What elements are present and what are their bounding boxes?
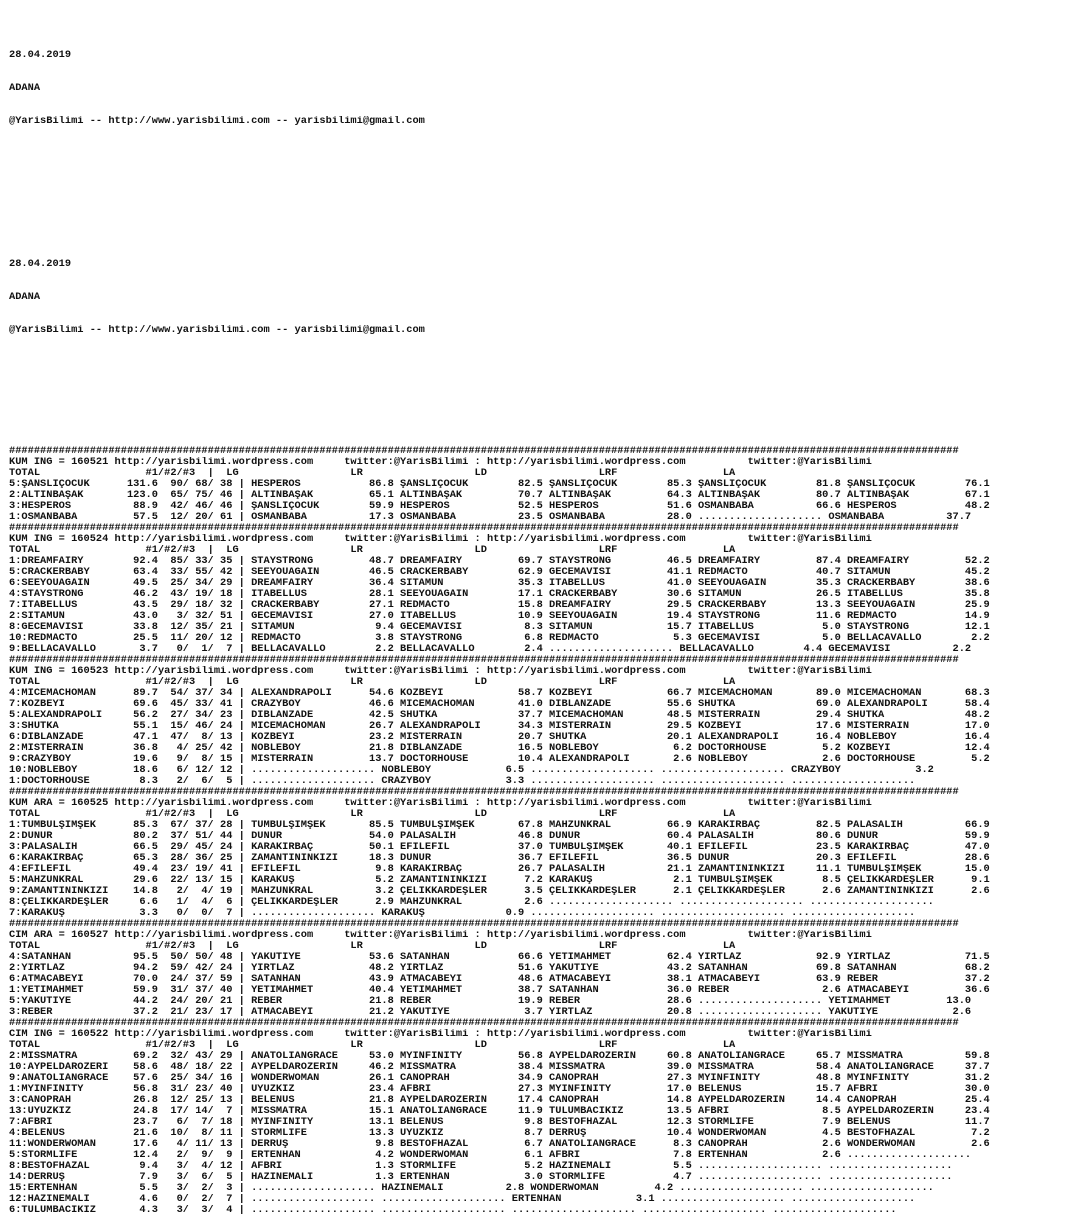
header-city: ADANA bbox=[9, 292, 41, 303]
report-document bbox=[9, 6, 1071, 1227]
table-row: 2:SITAMUN 43.0 3/ 32/ 51 | GECEMAVİSİ 27.0 ITABELLUS 10.9 SEEYOUAGAIN 19.4 STAYSTRONG 11.6 REDMACTO 14.9 bbox=[9, 611, 990, 622]
race-title: KUM ING = 160521 http://yarisbilimi.wordpress.com twitter:@YarisBilimi : http://yarisbilimi.wordpress.com twitter:@YarisBilimi bbox=[9, 457, 872, 468]
race-title: KUM ING = 160523 http://yarisbilimi.wordpress.com twitter:@YarisBilimi : http://yarisbilimi.wordpress.com twitter:@YarisBilimi bbox=[9, 666, 872, 677]
table-row: 4:EFİLEFİL 49.4 23/ 19/ 41 | EFİLEFİL 9.8 KARAKIRBAÇ 26.7 PALASALİH 21.1 ZAMANTININKIZI 11.1 TUMBULŞİMŞEK 15.0 bbox=[9, 864, 990, 875]
race-block bbox=[9, 919, 1071, 1018]
table-row: 6:DIBLANZADE 47.1 47/ 8/ 13 | KOZBEYİ 23.2 MISTERRAIN 20.7 SHUTKA 20.1 ALEXANDRAPOLI 16.4 NOBLEBOY 16.4 bbox=[9, 732, 990, 743]
table-row: 5:CRACKERBABY 63.4 33/ 55/ 42 | SEEYOUAGAIN 46.5 CRACKERBABY 62.9 GECEMAVİSİ 41.1 REDMACTO 40.7 SITAMUN 45.2 bbox=[9, 567, 990, 578]
header-block-1 bbox=[9, 28, 1071, 149]
table-row: 1:DOCTORHOUSE 8.3 2/ 6/ 5 | .................... CRAZYBOY 3.3 .................... .................... .................... bbox=[9, 776, 916, 787]
table-row: 7:KOZBEYİ 69.6 45/ 33/ 41 | CRAZYBOY 46.6 MICEMACHOMAN 41.0 DIBLANZADE 55.6 SHUTKA 69.0 ALEXANDRAPOLI 58.4 bbox=[9, 699, 990, 710]
header-city: ADANA bbox=[9, 83, 41, 94]
table-row: 9:BELLACAVALLO 3.7 0/ 1/ 7 | BELLACAVALLO 2.2 BELLACAVALLO 2.4 .................... BELLACAVALLO 4.4 GECEMAVİSİ 2.2 bbox=[9, 644, 972, 655]
table-row: 5:YAKUTİYE 44.2 24/ 20/ 21 | REBER 21.8 REBER 19.9 REBER 28.6 .................... YETİMAHMET 13.0 bbox=[9, 996, 972, 1007]
separator-line: ######################################################################################################################################################### bbox=[9, 919, 959, 930]
column-header: TOTAL #1/#2/#3 | LG LR LD LRF LA bbox=[9, 809, 736, 820]
table-row: 6:TULUMBACIKIZ 4.3 3/ 3/ 4 | .................... .................... .................... .................... .................... bbox=[9, 1205, 897, 1216]
table-row: 10:NOBLEBOY 18.6 6/ 12/ 12 | .................... NOBLEBOY 6.5 .................... .................... CRAZYBOY 3.2 bbox=[9, 765, 934, 776]
table-row: 12:HAZINEMALI 4.6 0/ 2/ 7 | .................... .................... ERTENHAN 3.1 .................... .................... bbox=[9, 1194, 916, 1205]
table-row: 8:GECEMAVİSİ 33.8 12/ 35/ 21 | SITAMUN 9.4 GECEMAVİSİ 8.3 SITAMUN 15.7 ITABELLUS 5.0 STAYSTRONG 12.1 bbox=[9, 622, 990, 633]
table-row: 14:DERRUŞ 7.9 3/ 6/ 5 | HAZINEMALI 1.3 ERTENHAN 3.0 STORMLIFE 4.7 .................... .................... bbox=[9, 1172, 953, 1183]
spacer bbox=[9, 380, 1071, 391]
table-row: 3:CANOPRAH 26.8 12/ 25/ 13 | BELENUS 21.8 AYPELDAROZERIN 17.4 CANOPRAH 14.8 AYPELDAROZERIN 14.4 CANOPRAH 25.4 bbox=[9, 1095, 990, 1106]
race-title: CIM ING = 160522 http://yarisbilimi.wordpress.com twitter:@YarisBilimi : http://yarisbilimi.wordpress.com twitter:@YarisBilimi bbox=[9, 1029, 872, 1040]
table-row: 8:ÇELİKKARDEŞLER 6.6 1/ 4/ 6 | ÇELİKKARDEŞLER 2.9 MAHZUNKRAL 2.6 .................... .................... .................... bbox=[9, 897, 934, 908]
table-row: 9:CRAZYBOY 19.6 9/ 8/ 15 | MISTERRAIN 13.7 DOCTORHOUSE 10.4 ALEXANDRAPOLI 2.6 NOBLEBOY 2.6 DOCTORHOUSE 5.2 bbox=[9, 754, 990, 765]
table-row: 7:AFBRİ 23.7 6/ 7/ 18 | MYINFINITY 13.1 BELENUS 9.8 BESTOFHAZAL 12.3 STORMLIFE 7.9 BELENUS 11.7 bbox=[9, 1117, 990, 1128]
race-title: KUM ARA = 160525 http://yarisbilimi.wordpress.com twitter:@YarisBilimi : http://yarisbilimi.wordpress.com twitter:@YarisBilimi bbox=[9, 798, 872, 809]
table-row: 4:SATANHAN 95.5 50/ 50/ 48 | YAKUTİYE 53.6 SATANHAN 66.6 YETİMAHMET 62.4 YIRTLAZ 92.9 YIRTLAZ 71.5 bbox=[9, 952, 990, 963]
table-row: 9:ANATOLIANGRACE 57.6 25/ 34/ 16 | WONDERWOMAN 26.1 CANOPRAH 34.9 CANOPRAH 27.3 MYINFINITY 48.8 MYINFINITY 31.2 bbox=[9, 1073, 990, 1084]
table-row: 3:HESPEROS 88.9 42/ 46/ 46 | ŞANSLIÇOCUK 59.9 HESPEROS 52.5 HESPEROS 51.6 OSMANBABA 66.6 HESPEROS 48.2 bbox=[9, 501, 990, 512]
race-tables bbox=[9, 446, 1071, 1216]
race-block bbox=[9, 787, 1071, 919]
header-contact: @YarisBilimi -- http://www.yarisbilimi.com -- yarisbilimi@gmail.com bbox=[9, 116, 425, 127]
table-row: 4:MICEMACHOMAN 89.7 54/ 37/ 34 | ALEXANDRAPOLI 54.6 KOZBEYİ 58.7 KOZBEYİ 66.7 MICEMACHOMAN 89.0 MICEMACHOMAN 68.3 bbox=[9, 688, 990, 699]
table-row: 9:ZAMANTININKIZI 14.8 2/ 4/ 19 | MAHZUNKRAL 3.2 ÇELİKKARDEŞLER 3.5 ÇELİKKARDEŞLER 2.1 ÇELİKKARDEŞLER 2.6 ZAMANTININKIZI 2.6 bbox=[9, 886, 990, 897]
table-row: 5:MAHZUNKRAL 29.6 22/ 13/ 15 | KARAKUŞ 5.2 ZAMANTININKIZI 7.2 KARAKUŞ 2.1 TUMBULŞİMŞEK 8.5 ÇELİKKARDEŞLER 9.1 bbox=[9, 875, 990, 886]
table-row: 5:STORMLIFE 12.4 2/ 9/ 9 | ERTENHAN 4.2 WONDERWOMAN 6.1 AFBRİ 7.8 ERTENHAN 2.6 .................... bbox=[9, 1150, 972, 1161]
column-header: TOTAL #1/#2/#3 | LG LR LD LRF LA bbox=[9, 1040, 736, 1051]
table-row: 1:DREAMFAIRY 92.4 85/ 33/ 35 | STAYSTRONG 48.7 DREAMFAIRY 69.7 STAYSTRONG 46.5 DREAMFAIRY 87.4 DREAMFAIRY 52.2 bbox=[9, 556, 990, 567]
spacer bbox=[9, 413, 1071, 424]
separator-line: ######################################################################################################################################################### bbox=[9, 655, 959, 666]
race-title: KUM ING = 160524 http://yarisbilimi.wordpress.com twitter:@YarisBilimi : http://yarisbilimi.wordpress.com twitter:@YarisBilimi bbox=[9, 534, 872, 545]
column-header: TOTAL #1/#2/#3 | LG LR LD LRF LA bbox=[9, 941, 736, 952]
header-contact: @YarisBilimi -- http://www.yarisbilimi.com -- yarisbilimi@gmail.com bbox=[9, 325, 425, 336]
table-row: 10:REDMACTO 25.5 11/ 20/ 12 | REDMACTO 3.8 STAYSTRONG 6.8 REDMACTO 5.3 GECEMAVİSİ 5.0 BELLACAVALLO 2.2 bbox=[9, 633, 990, 644]
header-date: 28.04.2019 bbox=[9, 259, 72, 270]
table-row: 1:YETİMAHMET 59.9 31/ 37/ 40 | YETİMAHMET 40.4 YETİMAHMET 38.7 SATANHAN 36.0 REBER 2.6 ATMACABEYİ 36.6 bbox=[9, 985, 990, 996]
table-row: 2:YIRTLAZ 94.2 59/ 42/ 24 | YIRTLAZ 48.2 YIRTLAZ 51.6 YAKUTİYE 43.2 SATANHAN 69.8 SATANHAN 68.2 bbox=[9, 963, 990, 974]
table-row: 6:ATMACABEYİ 70.0 24/ 37/ 59 | SATANHAN 43.9 ATMACABEYİ 48.6 ATMACABEYİ 38.1 ATMACABEYİ 63.9 REBER 37.2 bbox=[9, 974, 990, 985]
race-title: CIM ARA = 160527 http://yarisbilimi.wordpress.com twitter:@YarisBilimi : http://yarisbilimi.wordpress.com twitter:@YarisBilimi bbox=[9, 930, 872, 941]
header-date: 28.04.2019 bbox=[9, 50, 72, 61]
table-row: 4:BELENUS 21.6 10/ 8/ 11 | STORMLIFE 13.3 UYUZKIZ 8.7 DERRUŞ 10.4 WONDERWOMAN 4.5 BESTOFHAZAL 7.2 bbox=[9, 1128, 990, 1139]
table-row: 3:REBER 37.2 21/ 23/ 17 | ATMACABEYİ 21.2 YAKUTİYE 3.7 YIRTLAZ 20.8 .................... YAKUTİYE 2.6 bbox=[9, 1007, 972, 1018]
table-row: 4:STAYSTRONG 46.2 43/ 19/ 18 | ITABELLUS 28.1 SEEYOUAGAIN 17.1 CRACKERBABY 30.6 SITAMUN 26.5 ITABELLUS 35.8 bbox=[9, 589, 990, 600]
race-block bbox=[9, 655, 1071, 787]
table-row: 13:UYUZKIZ 24.8 17/ 14/ 7 | MISSMATRA 15.1 ANATOLIANGRACE 11.9 TULUMBACIKIZ 13.5 AFBRİ 8.5 AYPELDAROZERIN 23.4 bbox=[9, 1106, 990, 1117]
column-header: TOTAL #1/#2/#3 | LG LR LD LRF LA bbox=[9, 677, 736, 688]
spacer bbox=[9, 204, 1071, 215]
table-row: 2:MISSMATRA 69.2 32/ 43/ 29 | ANATOLIANGRACE 53.0 MYINFINITY 56.8 AYPELDAROZERIN 60.8 ANATOLIANGRACE 65.7 MISSMATRA 59.8 bbox=[9, 1051, 990, 1062]
table-row: 3:PALASALİH 66.5 29/ 45/ 24 | KARAKIRBAÇ 50.1 EFİLEFİL 37.0 TUMBULŞİMŞEK 40.1 EFİLEFİL 23.5 KARAKIRBAÇ 47.0 bbox=[9, 842, 990, 853]
column-header: TOTAL #1/#2/#3 | LG LR LD LRF LA bbox=[9, 468, 736, 479]
table-row: 2:ALTINBAŞAK 123.0 65/ 75/ 46 | ALTINBAŞAK 65.1 ALTINBAŞAK 70.7 ALTINBAŞAK 64.3 ALTINBAŞAK 80.7 ALTINBAŞAK 67.1 bbox=[9, 490, 990, 501]
table-row: 10:AYPELDAROZERI 58.6 48/ 18/ 22 | AYPELDAROZERIN 46.2 MISSMATRA 38.4 MISSMATRA 39.0 MISSMATRA 58.4 ANATOLIANGRACE 37.7 bbox=[9, 1062, 990, 1073]
race-block bbox=[9, 1018, 1071, 1216]
table-row: 2:MISTERRAIN 36.8 4/ 25/ 42 | NOBLEBOY 21.8 DIBLANZADE 16.5 NOBLEBOY 6.2 DOCTORHOUSE 5.2 KOZBEYİ 12.4 bbox=[9, 743, 990, 754]
table-row: 7:KARAKUŞ 3.3 0/ 0/ 7 | .................... KARAKUŞ 0.9 .................... .................... .................... bbox=[9, 908, 916, 919]
table-row: 11:WONDERWOMAN 17.6 4/ 11/ 13 | DERRUŞ 9.8 BESTOFHAZAL 6.7 ANATOLIANGRACE 8.3 CANOPRAH 2.6 WONDERWOMAN 2.6 bbox=[9, 1139, 990, 1150]
header-block-2 bbox=[9, 237, 1071, 358]
table-row: 5:ŞANSLIÇOCUK 131.6 90/ 68/ 38 | HESPEROS 86.8 ŞANSLIÇOCUK 82.5 ŞANSLIÇOCUK 85.3 ŞANSLIÇOCUK 81.8 ŞANSLIÇOCUK 76.1 bbox=[9, 479, 990, 490]
table-row: 1:MYINFINITY 56.8 31/ 23/ 40 | UYUZKIZ 23.4 AFBRİ 27.3 MYINFINITY 17.0 BELENUS 15.7 AFBRİ 30.0 bbox=[9, 1084, 990, 1095]
race-block bbox=[9, 523, 1071, 655]
table-row: 1:TUMBULŞİMŞEK 85.3 67/ 37/ 28 | TUMBULŞİMŞEK 85.5 TUMBULŞİMŞEK 67.8 MAHZUNKRAL 66.9 KARAKIRBAÇ 82.5 PALASALİH 66.9 bbox=[9, 820, 990, 831]
separator-line: ######################################################################################################################################################### bbox=[9, 1018, 959, 1029]
table-row: 8:BESTOFHAZAL 9.4 3/ 4/ 12 | AFBRİ 1.3 STORMLIFE 5.2 HAZINEMALI 5.5 .................... .................... bbox=[9, 1161, 953, 1172]
separator-line: ######################################################################################################################################################### bbox=[9, 787, 959, 798]
table-row: 7:ITABELLUS 43.5 29/ 18/ 32 | CRACKERBABY 27.1 REDMACTO 15.8 DREAMFAIRY 29.5 CRACKERBABY 13.3 SEEYOUAGAIN 25.9 bbox=[9, 600, 990, 611]
table-row: 3:SHUTKA 55.1 15/ 46/ 24 | MICEMACHOMAN 26.7 ALEXANDRAPOLI 34.3 MISTERRAIN 29.5 KOZBEYİ 17.6 MISTERRAIN 17.0 bbox=[9, 721, 990, 732]
table-row: 1:OSMANBABA 57.5 12/ 20/ 61 | OSMANBABA 17.3 OSMANBABA 23.5 OSMANBABA 28.0 .................... OSMANBABA 37.7 bbox=[9, 512, 972, 523]
table-row: 5:ALEXANDRAPOLI 56.2 27/ 34/ 23 | DIBLANZADE 42.5 SHUTKA 37.7 MICEMACHOMAN 48.5 MISTERRAIN 29.4 SHUTKA 48.2 bbox=[9, 710, 990, 721]
table-row: 2:DUNUR 80.2 37/ 51/ 44 | DUNUR 54.0 PALASALİH 46.8 DUNUR 60.4 PALASALİH 80.6 DUNUR 59.9 bbox=[9, 831, 990, 842]
separator-line: ######################################################################################################################################################### bbox=[9, 523, 959, 534]
separator-line: ######################################################################################################################################################### bbox=[9, 446, 959, 457]
column-header: TOTAL #1/#2/#3 | LG LR LD LRF LA bbox=[9, 545, 736, 556]
spacer bbox=[9, 171, 1071, 182]
table-row: 15:ERTENHAN 5.5 3/ 2/ 3 | .................... HAZINEMALI 2.8 WONDERWOMAN 4.2 .................... .................... bbox=[9, 1183, 934, 1194]
table-row: 6:SEEYOUAGAIN 49.5 25/ 34/ 29 | DREAMFAIRY 36.4 SITAMUN 35.3 ITABELLUS 41.0 SEEYOUAGAIN 35.3 CRACKERBABY 38.6 bbox=[9, 578, 990, 589]
race-block bbox=[9, 446, 1071, 523]
table-row: 6:KARAKIRBAÇ 65.3 28/ 36/ 25 | ZAMANTININKIZI 18.3 DUNUR 36.7 EFİLEFİL 36.5 DUNUR 20.3 EFİLEFİL 28.6 bbox=[9, 853, 990, 864]
